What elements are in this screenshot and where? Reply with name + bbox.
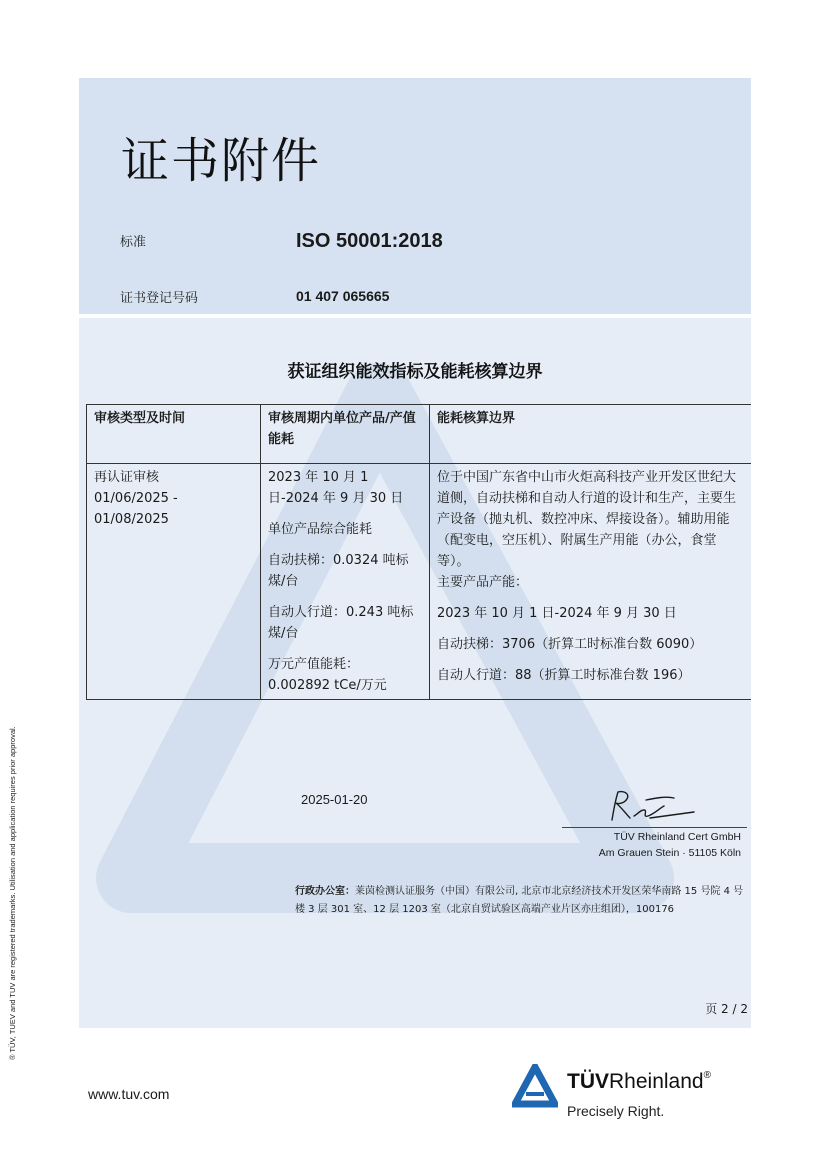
energy-indicator-table [86,404,751,700]
issuer-address: Am Grauen Stein · 51105 Köln [598,847,741,859]
signature-icon [604,788,699,826]
escalator-consumption: 自动扶梯：0.0324 吨标煤/台 [268,553,409,589]
logo-wordmark-bold: TÜV [567,1070,609,1093]
section-title: 获证组织能效指标及能耗核算边界 [287,362,543,382]
capacity-period: 2023 年 10 月 1 日-2024 年 9 月 30 日 [437,606,677,621]
audit-date-end: 01/08/2025 [94,512,169,527]
boundary-description: 位于中国广东省中山市火炬高科技产业开发区世纪大道侧，自动扶梯和自动人行道的设计和生产，主要生产设备（抛丸机、数控冲床、焊接设备）。辅助用能（配变电，空压机）、附属生产用能（办公，食堂等）。 [437,470,737,569]
logo-wordmark-rest: Rheinland [609,1070,704,1093]
audit-cell [87,464,261,700]
logo-registered-mark: ® [703,1070,711,1081]
signature-line [562,827,747,828]
certificate-title: 证书附件 [121,133,322,189]
logo-slogan: Precisely Right. [567,1103,665,1119]
unit-consumption-label: 单位产品综合能耗 [268,522,373,537]
capacity-label: 主要产品产能： [437,575,529,590]
table-header-audit: 审核类型及时间 [87,405,261,464]
issuer-block [599,829,741,861]
value-consumption-label: 万元产值能耗： [268,657,360,672]
admin-office-label: 行政办公室： [295,886,355,897]
registration-label: 证书登记号码 [120,291,199,306]
audit-date-start: 01/06/2025 - [94,491,178,506]
admin-office-address: 莱茵检测认证服务（中国）有限公司, 北京市北京经济技术开发区荣华南路 15 号院 4 号楼 3 层 301 室、12 层 1203 室（北京自贸试验区高端产业片区亦庄组团），100176 [295,886,744,915]
issue-date: 2025-01-20 [301,792,368,807]
trademark-notice: ® TÜV, TUEV and TUV are registered trademarks. Utilisation and application requires prior approval. [8,726,17,1060]
issuer-name: TÜV Rheinland Cert GmbH [613,831,741,843]
certificate-header-panel [79,78,751,314]
consumption-period: 2023 年 10 月 1 日-2024 年 9 月 30 日 [268,470,404,506]
table-row [87,464,752,700]
logo-wordmark [567,1070,711,1094]
table-header-boundary: 能耗核算边界 [430,405,752,464]
website-link[interactable]: www.tuv.com [88,1086,170,1102]
table-header-row [87,405,752,464]
value-consumption: 0.002892 tCe/万元 [268,678,387,693]
page-number: 页 2 / 2 [705,1002,748,1016]
escalator-capacity: 自动扶梯：3706（折算工时标准台数 6090） [437,637,703,652]
standard-label: 标准 [120,235,147,250]
certificate-body-panel [79,318,751,1028]
tuv-triangle-icon [512,1064,558,1108]
registration-number: 01 407 065665 [296,288,390,304]
tuv-logo [512,1062,752,1122]
walkway-capacity: 自动人行道：88（折算工时标准台数 196） [437,668,691,683]
audit-type: 再认证审核 [94,470,160,485]
standard-value: ISO 50001:2018 [296,230,443,252]
walkway-consumption: 自动人行道：0.243 吨标煤/台 [268,605,414,641]
admin-office [295,883,747,919]
consumption-cell [261,464,430,700]
boundary-cell [430,464,752,700]
table-header-consumption: 审核周期内单位产品/产值能耗 [261,405,430,464]
